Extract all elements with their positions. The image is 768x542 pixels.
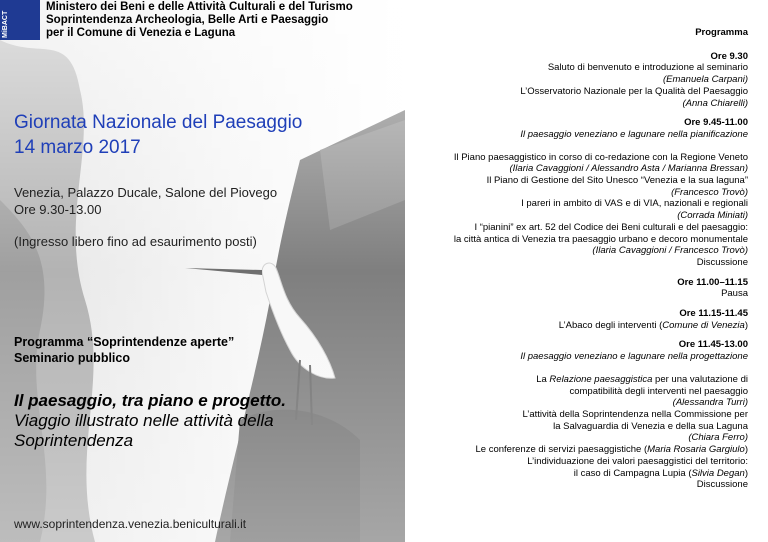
- ministry-header: [46, 1, 353, 40]
- session-title: Il paesaggio veneziano e lagunare nella progettazione: [520, 351, 748, 363]
- time-slot: Ore 11.45-13.00: [678, 339, 748, 351]
- agenda-item: La Relazione paesaggistica per una valutazione di: [536, 373, 748, 385]
- speaker: (Ilaria Cavaggioni / Francesco Trovò): [592, 245, 748, 257]
- speaker: (Corrada Miniati): [677, 210, 748, 222]
- ministry-line: per il Comune di Venezia e Laguna: [46, 27, 236, 39]
- event-venue: Venezia, Palazzo Ducale, Salone del Piovego: [14, 185, 278, 200]
- speaker: Silvia Degan: [691, 467, 745, 479]
- agenda-item: L’individuazione dei valori paesaggistici del territorio:: [527, 455, 748, 467]
- website-link[interactable]: www.soprintendenza.venezia.beniculturali.it: [14, 517, 247, 531]
- mibact-logo: [0, 0, 40, 40]
- speaker: (Francesco Trovò): [671, 186, 748, 198]
- logo-text: MiBACT: [2, 10, 9, 38]
- agenda-item: I “pianini” ex art. 52 del Codice dei Beni culturali e del paesaggio:: [474, 221, 748, 233]
- ministry-line: Ministero dei Beni e delle Attività Culturali e del Turismo: [46, 1, 353, 13]
- agenda-item: il caso di Campagna Lupia (Silvia Degan): [573, 467, 748, 479]
- session-title: Il paesaggio veneziano e lagunare nella pianificazione: [520, 128, 748, 140]
- event-title: Giornata Nazionale del Paesaggio: [14, 112, 303, 133]
- program-heading: Programma: [695, 27, 748, 38]
- agenda-item: la Salvaguardia di Venezia e della sua Laguna: [553, 420, 748, 432]
- event-hours: Ore 9.30-13.00: [14, 202, 102, 217]
- agenda-item: Il Piano paesaggistico in corso di co-redazione con la Regione Veneto: [453, 151, 748, 163]
- theme-main: Il paesaggio, tra piano e progetto.: [14, 391, 287, 410]
- event-venue-block: [14, 184, 277, 218]
- entry-note: (Ingresso libero fino ad esaurimento posti): [14, 234, 257, 249]
- speaker: (Ilaria Cavaggioni / Alessandro Asta / Marianna Bressan): [509, 163, 748, 175]
- speaker: Comune di Venezia: [662, 319, 745, 331]
- agenda-item: compatibilità degli interventi nel paesaggio: [569, 385, 748, 397]
- time-slot: Ore 9.30: [710, 50, 748, 62]
- time-slot: Ore 11.00–11.15: [677, 276, 748, 288]
- seminar-line: Programma “Soprintendenze aperte”: [14, 335, 235, 349]
- speaker: (Chiara Ferro): [688, 432, 748, 444]
- agenda-item: L’Osservatorio Nazionale per la Qualità del Paesaggio: [520, 85, 748, 97]
- agenda-item: Discussione: [696, 256, 748, 268]
- doc-title: Relazione paesaggistica: [549, 373, 653, 385]
- speaker: (Alessandra Turri): [672, 397, 748, 409]
- ministry-line: Soprintendenza Archeologia, Belle Arti e Paesaggio: [46, 14, 329, 26]
- theme-sub: Soprintendenza: [14, 431, 134, 450]
- time-slot: Ore 11.15-11.45: [679, 308, 748, 320]
- agenda-item: Pausa: [721, 288, 748, 300]
- theme-sub: Viaggio illustrato nelle attività della: [14, 411, 274, 430]
- seminar-line: Seminario pubblico: [14, 351, 130, 365]
- agenda-item: Le conferenze di servizi paesaggistiche (Maria Rosaria Gargiulo): [475, 444, 748, 456]
- agenda-item: Discussione: [696, 479, 748, 491]
- program-schedule: [418, 27, 748, 491]
- event-title-block: [14, 110, 302, 160]
- seminar-theme: [14, 391, 286, 451]
- speaker: (Anna Chiarelli): [682, 97, 748, 109]
- agenda-item: L’Abaco degli interventi (Comune di Venezia): [558, 319, 748, 331]
- event-date: 14 marzo 2017: [14, 137, 141, 158]
- agenda-item: Saluto di benvenuto e introduzione al seminario: [547, 62, 748, 74]
- agenda-item: L’attività della Soprintendenza nella Commissione per: [522, 408, 748, 420]
- speaker: Maria Rosaria Gargiulo: [647, 444, 745, 456]
- agenda-item: Il Piano di Gestione del Sito Unesco “Venezia e la sua laguna”: [486, 175, 748, 187]
- speaker: (Emanuela Carpani): [662, 74, 748, 86]
- agenda-item: la città antica di Venezia tra paesaggio urbano e decoro monumentale: [453, 233, 748, 245]
- seminar-label: [14, 334, 234, 366]
- agenda-item: I pareri in ambito di VAS e di VIA, nazionali e regionali: [521, 198, 748, 210]
- time-slot: Ore 9.45-11.00: [684, 117, 748, 129]
